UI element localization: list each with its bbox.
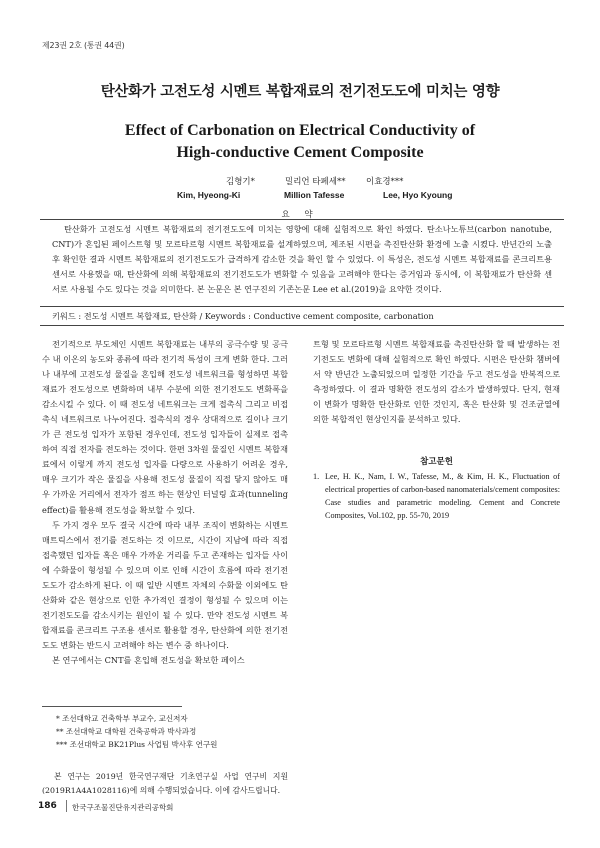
footnote: * 조선대학교 건축학부 부교수, 교신저자 (56, 714, 188, 723)
body-paragraph: 두 가지 경우 모두 결국 시간에 따라 내부 조직이 변화하는 시멘트 매트릭스에서 전기를 전도하는 것 이므로, 시간이 지남에 따라 직접 접촉했던 입자들 혹은 매우 가까운 거리를 두고 존재하는 입자들 사이에 수화물이 형성될 수 있으며 이로 인해 시간이 흐름에 따라 전기전도도가 감소하게 된다. 이 때 일반 시멘트 자체의 수화물 이외에도 탄산화와 같은 현상으로 인한 추가적인 결정이 형성될 수 있으며 이는 전기전도도를 감소시키는 원인이 될 수 있다. 만약 전도성 시멘트 복합재료를 콘크리트 구조용 센서로 활용할 경우, 탄산화에 의한 전기전도도 변화는 반드시 고려해야 하는 변수 중 하나이다. (42, 519, 288, 650)
abstract-top-rule (40, 219, 564, 220)
footnote: ** 조선대학교 대학원 건축공학과 박사과정 (56, 727, 197, 736)
author-2-korean: 밀리언 타페세** (285, 177, 346, 187)
references-heading: 참고문헌 (420, 457, 453, 467)
body-paragraph: 전기적으로 부도체인 시멘트 복합재료는 내부의 공극수량 및 공극수 내 이온의 농도와 종류에 따라 전기적 특성이 크게 변화 한다. 그러나 내부에 고전도성 물질을 혼입해 전도성 네트워크를 형성하면 복합재료가 전도성으로 변화하며 내부 수분에 의한 전기전도도 변화폭을 감소시킬 수 있다. 이 때 전도성 네트워크는 크게 접촉식 그리고 비접촉식 네트워크로 나누어진다. 접촉식의 경우 상대적으로 길이나 크기가 큰 전도성 입자가 포함된 경우인데, 전도성 입자들이 실제로 접촉하여 직접 전자를 전도하는 것이다. 한편 3차원 물질인 시멘트 복합재료에서 이렇게 까지 전도성 입자를 다량으로 사용하기 어려운 경우, 매우 크기가 작은 물질을 사용해 전도성 물질이 직접 닿지 않아도 매우 가까운 거리에서 전자가 점프 하는 현상인 터널링 효과(tunneling effect)를 활용해 전도성을 확보할 수 있다. (42, 339, 288, 515)
author-1-korean: 김형기* (226, 177, 255, 187)
keywords: 키워드 : 전도성 시멘트 복합재료, 탄산화 / Keywords : Conductive cement composite, carbonation (52, 311, 434, 321)
author-3-korean: 이효경*** (366, 177, 404, 187)
reference-number: 1. (313, 472, 320, 481)
english-title (0, 120, 600, 164)
issue-header: 제23권 2호 (통권 44권) (42, 41, 125, 50)
body-left-column (42, 337, 288, 668)
keywords-top-rule (40, 306, 564, 307)
footnote: *** 조선대학교 BK21Plus 사업팀 박사후 연구원 (56, 740, 218, 749)
abstract-text: 탄산화가 고전도성 시멘트 복합재료의 전기전도도에 미치는 영향에 대해 실험적으로 확인 하였다. 탄소나노튜브(carbon nanotube, CNT)가 혼입된 페이스트형 및 모르타르형 시멘트 복합재료를 설계하였으며, 제조된 시편을 촉진탄산화 환경에 노출 시켰다. 반년간의 노출 후 확인한 결과 시멘트 복합재료의 전기전도도가 급격하게 감소한 것을 확인 할 수 있었다. 이 특성은, 전도성 시멘트 복합재료를 콘크리트용 센서로 사용했을 때, 탄산화에 의해 복합재료의 전기전도도가 변화할 수 있음을 고려해야 한다는 증거임과 동시에, 이 복합재료가 탄산화 센서로 사용될 수도 있다는 것을 의미한다. 본 논문은 본 연구진의 기존논문 Lee et al.(2019)을 요약한 것이다. (52, 224, 552, 294)
footer-divider (66, 800, 67, 812)
page-number: 186 (38, 801, 57, 811)
body-paragraph: 트형 및 모르타르형 시멘트 복합재료를 촉진탄산화 할 때 발생하는 전기전도도 변화에 대해 실험적으로 확인 하였다. 시편은 탄산화 챔버에서 약 반년간 노출되었으며 일정한 기간을 두고 전도성을 반복적으로 측정하였다. 이 결과 명확한 전도성의 감소가 발생하였다. 단지, 현재 이 변화가 명확한 탄산화로 인한 것인지, 혹은 탄산화 및 건조균열에 의한 복합적인 현상인지를 분석하고 있다. (313, 339, 560, 425)
abstract-heading: 요 약 (281, 210, 319, 220)
reference-item (313, 470, 560, 522)
author-3-english: Lee, Hyo Kyoung (383, 190, 453, 200)
reference-text: Lee, H. K., Nam, I. W., Tafesse, M., & Kim, H. K., Fluctuation of electrical properties of carbon-based nanomaterials/cement composites: Case studies and parametric modeling. Cement and Concrete Composites, Vol.102, pp. 55-70, 2019 (325, 472, 560, 520)
body-right-column (313, 337, 560, 427)
keywords-bottom-rule (40, 325, 564, 326)
funding-text: 본 연구는 2019년 한국연구재단 기초연구실 사업 연구비 지원(2019R1A4A1028116)에 의해 수행되었습니다. 이에 감사드립니다. (42, 772, 288, 795)
english-title-line-2: High-conductive Cement Composite (176, 144, 424, 161)
footnote-rule (42, 706, 182, 707)
author-1-english: Kim, Hyeong-Ki (177, 190, 241, 200)
funding-acknowledgement (42, 770, 288, 798)
english-title-line-1: Effect of Carbonation on Electrical Conductivity of (124, 122, 476, 139)
journal-name: 한국구조물진단유지관리공학회 (72, 803, 174, 812)
korean-title: 탄산화가 고전도성 시멘트 복합재료의 전기전도도에 미치는 영향 (100, 84, 500, 100)
footnotes (56, 712, 217, 751)
author-2-english: Million Tafesse (284, 190, 345, 200)
body-paragraph: 본 연구에서는 CNT를 혼입해 전도성을 확보한 페이스 (52, 654, 245, 665)
